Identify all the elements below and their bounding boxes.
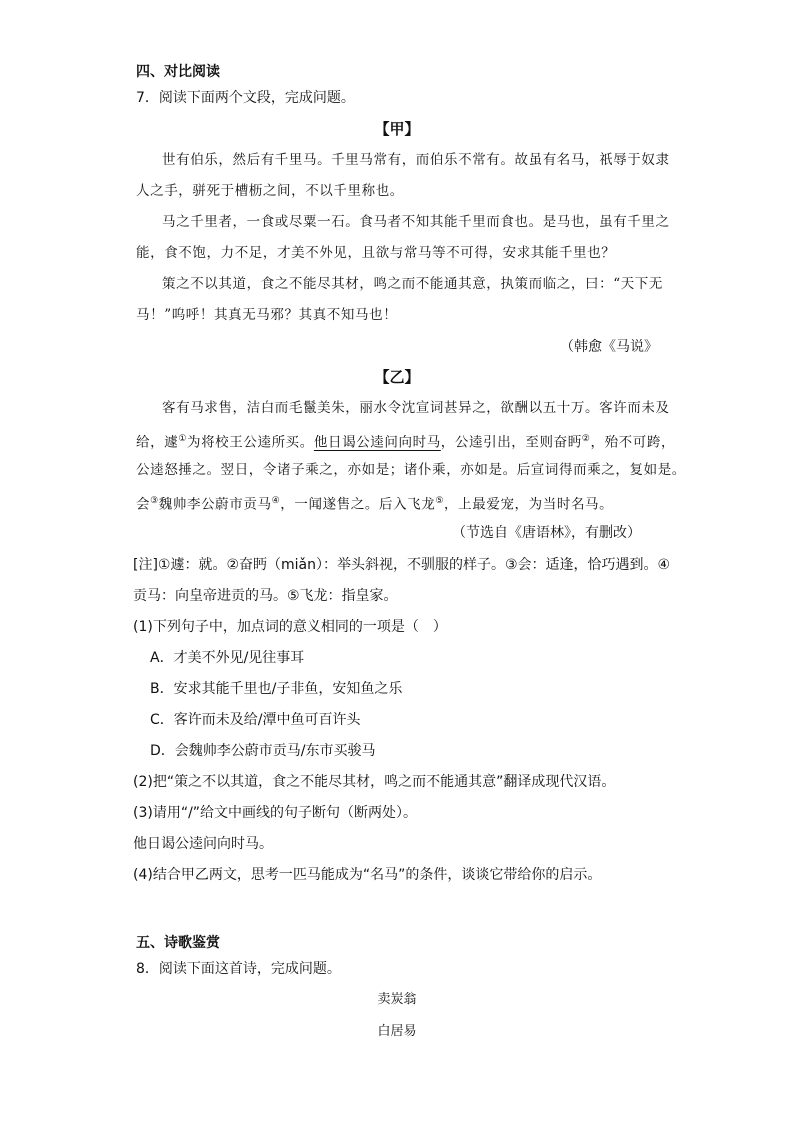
passage-text: ，殆不可跨， [590, 434, 676, 451]
note-marker: ② [581, 434, 591, 444]
option-a: A．才美不外见/见往事耳 [150, 650, 305, 666]
note-marker: ⑤ [435, 496, 445, 506]
question-3: (3)请用“/”给文中画线的句子断句（断两处）。 [133, 805, 418, 821]
question-8-prompt: 8．阅读下面这首诗，完成问题。 [136, 961, 341, 977]
notes-line: [注]①遽：就。②奋眄（miǎn）：举头斜视，不驯服的样子。③会：适逢，恰巧遇到。④ [133, 557, 671, 573]
passage-text: 会 [136, 496, 151, 513]
underlined-sentence: 他日谒公逵问向时马 [313, 434, 441, 451]
passage-text: ，上最爱宠，为当时名马。 [444, 496, 614, 513]
passage-yi-line [136, 491, 613, 515]
question-1: (1)下列句子中，加点词的意义相同的一项是（ ） [133, 619, 447, 635]
note-marker: ① [178, 434, 187, 444]
passage-jia-line: 世有伯乐，然后有千里马。千里马常有，而伯乐不常有。故虽有名马，祇辱于奴隶 [162, 152, 670, 168]
passage-yi-source: （节选自《唐语林》，有删改） [452, 525, 641, 541]
option-c: C．客许而未及给/潭中鱼可百许头 [150, 712, 361, 728]
passage-text: ，公逵引出，至则奋眄 [440, 434, 582, 451]
passage-jia-title: 【甲】 [374, 120, 420, 138]
passage-jia-source: （韩愈《马说》 [560, 339, 658, 355]
passage-yi-line: 客有马求售，洁白而毛鬣美朱，丽水令沈宣词甚异之，欲酬以五十万。客许而未及 [162, 400, 670, 416]
question-7-prompt: 7．阅读下面两个文段，完成问题。 [136, 90, 355, 106]
poem-title: 卖炭翁 [377, 992, 417, 1007]
section-heading-5: 五、诗歌鉴赏 [136, 935, 220, 951]
passage-text: 给，遽 [136, 434, 179, 451]
passage-yi-line [136, 429, 675, 453]
option-b: B．安求其能千里也/子非鱼，安知鱼之乐 [150, 681, 403, 697]
section-heading-4: 四、对比阅读 [136, 64, 220, 80]
passage-jia-line: 能，食不饱，力不足，才美不外见，且欲与常马等不可得，安求其能千里也？ [136, 245, 616, 261]
passage-jia-line: 马！”呜呼！其真无马邪？其真不知马也！ [136, 307, 398, 323]
passage-yi-title: 【乙】 [374, 368, 420, 386]
option-d: D．会魏帅李公蔚市贡马/东市买骏马 [150, 743, 376, 759]
passage-jia-line: 人之手，骈死于槽枥之间，不以千里称也。 [136, 183, 404, 199]
question-2: (2)把“策之不以其道，食之不能尽其材，鸣之而不能通其意”翻译成现代汉语。 [133, 774, 616, 790]
poem-author: 白居易 [377, 1024, 417, 1039]
note-marker: ④ [271, 496, 281, 506]
passage-text: ，一闻遂售之。后入飞龙 [280, 496, 436, 513]
passage-text: 为将校王公逵所买。 [186, 434, 314, 451]
question-4: (4)结合甲乙两文，思考一匹马能成为“名马”的条件，谈谈它带给你的启示。 [133, 867, 602, 883]
passage-yi-line: 公逵怒捶之。翌日，令诸子乘之，亦如是；诸仆乘，亦如是。后宣词得而乘之，复如是。 [136, 462, 686, 478]
passage-text: 魏帅李公蔚市贡马 [158, 496, 272, 513]
question-3-sentence: 他日谒公逵问向时马。 [133, 836, 273, 852]
notes-line: 贡马：向皇帝进贡的马。⑤飞龙：指皇家。 [133, 588, 398, 604]
passage-jia-line: 马之千里者，一食或尽粟一石。食马者不知其能千里而食也。是马也，虽有千里之 [162, 214, 670, 230]
note-marker: ③ [150, 496, 159, 506]
passage-jia-line: 策之不以其道，食之不能尽其材，鸣之而不能通其意，执策而临之，曰：“天下无 [162, 276, 664, 292]
